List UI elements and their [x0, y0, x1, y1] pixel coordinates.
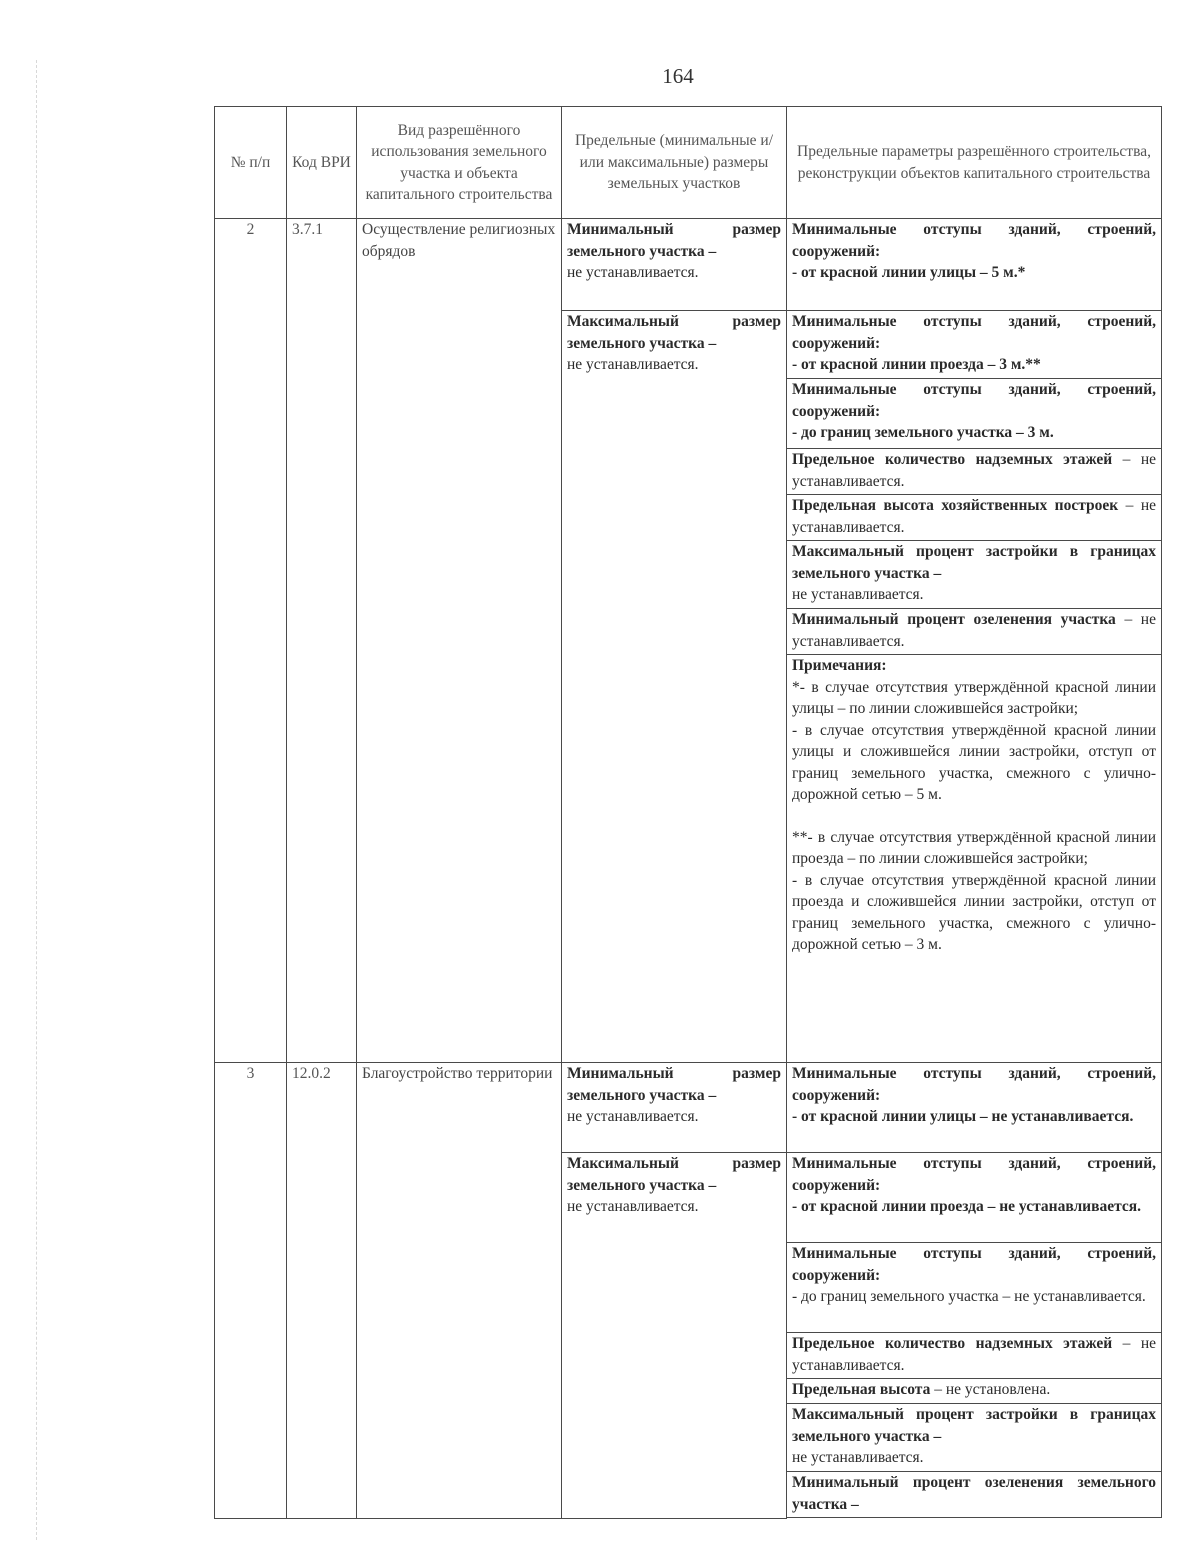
param-title: Предельное количество надземных этажей [792, 1335, 1113, 1352]
param-cell [787, 609, 1162, 655]
table-header-row [215, 107, 1162, 219]
param-cell [787, 1404, 1162, 1472]
row-number: 2 [215, 219, 287, 1063]
param-cell [787, 219, 1162, 311]
min-size-cell [562, 1063, 787, 1153]
param-value: не устанавливается. [792, 1449, 924, 1466]
max-size-cell [562, 1153, 787, 1519]
param-title: Минимальные отступы зданий, строений, сооружений: [792, 1155, 1156, 1194]
param-value: не устанавливается. [792, 586, 924, 603]
header-params: Предельные параметры разрешённого строительства, реконструкции объектов капитального строительства [787, 107, 1162, 219]
param-title: Максимальный процент застройки в границах земельного участка – [792, 1406, 1156, 1445]
note-paragraph: *- в случае отсутствия утверждённой красной линии улицы – по линии сложившейся застройки; [792, 678, 1156, 717]
table-row [215, 219, 1162, 311]
max-size-title: Максимальный размер земельного участка – [567, 313, 781, 352]
param-cell [787, 1333, 1162, 1379]
param-title: Предельное количество надземных этажей [792, 451, 1113, 468]
param-cell [787, 1243, 1162, 1333]
max-size-value: не устанавливается. [567, 1198, 699, 1215]
param-cell [787, 495, 1162, 541]
row-code: 12.0.2 [287, 1063, 357, 1519]
row-code: 3.7.1 [287, 219, 357, 1063]
min-size-value: не устанавливается. [567, 1108, 699, 1125]
param-title: Минимальные отступы зданий, строений, сооружений: [792, 1065, 1156, 1104]
page-number: 164 [662, 64, 694, 88]
param-cell [787, 449, 1162, 495]
param-value: - от красной линии улицы – 5 м.* [792, 264, 1026, 281]
param-cell [787, 1153, 1162, 1243]
note-paragraph: - в случае отсутствия утверждённой красной линии улицы и сложившейся линии застройки, отступ от границ земельного участка, смежного с улично-дорожной сетью – 5 м. [792, 721, 1156, 803]
param-title: Минимальные отступы зданий, строений, сооружений: [792, 221, 1156, 260]
header-num: № п/п [215, 107, 287, 219]
header-size: Предельные (минимальные и/или максимальные) размеры земельных участков [562, 107, 787, 219]
param-cell [787, 541, 1162, 609]
header-code: Код ВРИ [287, 107, 357, 219]
note-paragraph: **- в случае отсутствия утверждённой красной линии проезда – по линии сложившейся застройки; [792, 828, 1156, 867]
param-value: - от красной линии проезда – 3 м.** [792, 356, 1041, 373]
zoning-regulations-table [214, 106, 1162, 1519]
max-size-value: не устанавливается. [567, 356, 699, 373]
param-value: – не устанавливается. [792, 1335, 1157, 1374]
param-title: Предельная высота [792, 1381, 931, 1398]
param-value: - от красной линии улицы – не устанавливается. [792, 1108, 1134, 1125]
param-title: Минимальный процент озеленения участка [792, 611, 1116, 628]
param-title: Максимальный процент застройки в границах земельного участка – [792, 543, 1156, 582]
notes-title: Примечания: [792, 657, 887, 674]
notes-cell [787, 655, 1162, 1063]
min-size-value: не устанавливается. [567, 264, 699, 281]
max-size-title: Максимальный размер земельного участка – [567, 1155, 781, 1194]
header-type: Вид разрешённого использования земельного участка и объекта капитального строительства [357, 107, 562, 219]
min-size-title: Минимальный размер земельного участка – [567, 221, 781, 260]
param-cell [787, 379, 1162, 449]
param-value: - от красной линии проезда – не устанавливается. [792, 1198, 1142, 1215]
param-value: – не установлена. [934, 1381, 1051, 1398]
param-value: – не устанавливается. [792, 611, 1156, 650]
param-title: Минимальные отступы зданий, строений, сооружений: [792, 313, 1156, 352]
param-title: Минимальные отступы зданий, строений, сооружений: [792, 381, 1156, 420]
note-paragraph: - в случае отсутствия утверждённой красной линии проезда и сложившейся линии застройки, отступ от границ земельного участка, смежного с улично-дорожной сетью – 3 м. [792, 871, 1156, 953]
row-number: 3 [215, 1063, 287, 1519]
min-size-title: Минимальный размер земельного участка – [567, 1065, 781, 1104]
min-size-cell [562, 219, 787, 311]
spacer-cell [787, 1518, 1162, 1519]
table-row [215, 1063, 1162, 1153]
row-use-type: Осуществление религиозных обрядов [357, 219, 562, 1063]
max-size-cell [562, 311, 787, 1063]
scan-margin-line [36, 60, 37, 1540]
param-title: Минимальные отступы зданий, строений, сооружений: [792, 1245, 1156, 1284]
param-title: Предельная высота хозяйственных построек [792, 497, 1119, 514]
param-value: – не устанавливается. [792, 497, 1156, 536]
param-cell [787, 1063, 1162, 1153]
param-value: – не устанавливается. [792, 451, 1157, 490]
param-cell [787, 311, 1162, 379]
param-value: - до границ земельного участка – не устанавливается. [792, 1288, 1146, 1305]
param-title: Минимальный процент озеленения земельного участка – [792, 1474, 1156, 1513]
param-value: - до границ земельного участка – 3 м. [792, 424, 1054, 441]
row-use-type: Благоустройство территории [357, 1063, 562, 1519]
param-cell [787, 1379, 1162, 1404]
param-cell [787, 1472, 1162, 1518]
